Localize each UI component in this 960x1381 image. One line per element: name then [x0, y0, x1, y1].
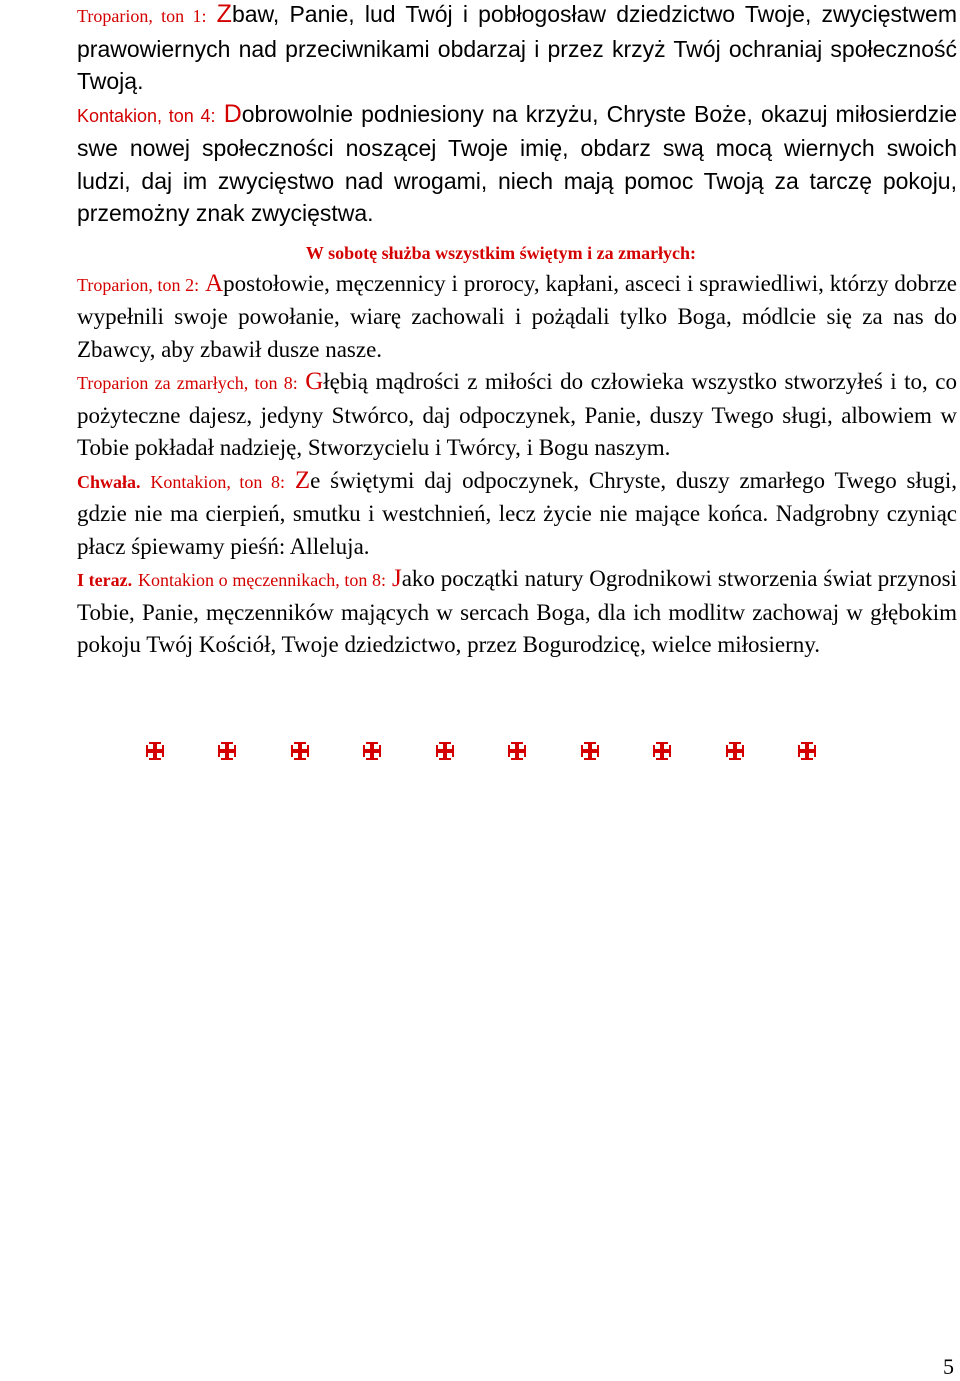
- glory-prefix: Chwała.: [77, 471, 141, 492]
- troparion-tone-2: [5, 268, 957, 367]
- cross-pattee-icon: [363, 742, 381, 760]
- cross-pattee-icon: [581, 742, 599, 760]
- cross-pattee-icon: [218, 742, 236, 760]
- troparion-departed: [5, 366, 957, 465]
- cross-pattee-icon: [436, 742, 454, 760]
- kontakion-martyrs: [5, 563, 957, 662]
- document-page: [5, 0, 957, 662]
- troparion-tone-2-initial: A: [205, 269, 224, 297]
- troparion-tone-1-label: Troparion, ton 1:: [77, 6, 207, 26]
- troparion-departed-label: Troparion za zmarłych, ton 8:: [77, 373, 298, 393]
- kontakion-tone-4-initial: D: [223, 99, 242, 128]
- kontakion-tone-4-label: Kontakion, ton 4:: [77, 105, 216, 126]
- cross-pattee-icon: [726, 742, 744, 760]
- saturday-service-heading: W sobotę służba wszystkim świętym i za zmarłych:: [305, 242, 697, 263]
- troparion-departed-text: łębią mądrości z miłości do człowieka wszystko stworzyłeś i to, co pożyteczne dajesz, jedyny Stwórco, daj odpoczynek, Panie, duszy Twego sługi, albowiem w Tobie pokładał nadzieję, Stworzycielu i Twórcy, i Bogu naszym.: [77, 369, 957, 460]
- cross-pattee-icon: [508, 742, 526, 760]
- troparion-tone-1-initial: Z: [216, 0, 232, 28]
- troparion-departed-initial: G: [305, 368, 324, 395]
- and-now-prefix: I teraz.: [77, 570, 133, 590]
- troparion-tone-2-text: postołowie, męczennicy i prorocy, kapłani, asceci i sprawiedliwi, którzy dobrze wypełnili swoje powołanie, wiarę zachowali i pożądali tylko Boga, módlcie się za nas do Zbawcy, aby zbawił dusze nasze.: [77, 270, 958, 362]
- kontakion-tone-4: [5, 98, 957, 230]
- kontakion-martyrs-label: Kontakion o męczennikach, ton 8:: [138, 570, 387, 590]
- kontakion-martyrs-initial: J: [391, 565, 402, 592]
- troparion-tone-1-text: baw, Panie, lud Twój i pobłogosław dziedzictwo Twoje, zwycięstwem prawowiernych nad przeciwnikami obdarzaj i przez krzyż Twój ochraniaj społeczność Twoją.: [77, 1, 958, 94]
- cross-pattee-icon: [653, 742, 671, 760]
- troparion-tone-1: [5, 0, 957, 98]
- kontakion-tone-4-text: obrowolnie podniesiony na krzyżu, Chryste Boże, okazuj miłosierdzie swe nowej społeczności noszącej Twoje imię, obdarz swą mocą wiernych swoich ludzi, daj im zwycięstwo nad wrogami, niech mają pomoc Twoją za tarczę pokoju, przemożny znak zwycięstwa.: [77, 100, 957, 226]
- cross-ornament-row: [146, 742, 816, 760]
- cross-pattee-icon: [291, 742, 309, 760]
- cross-pattee-icon: [798, 742, 816, 760]
- kontakion-departed: [5, 465, 957, 564]
- page-number: 5: [943, 1354, 954, 1379]
- kontakion-departed-initial: Z: [294, 466, 311, 494]
- kontakion-departed-text: e świętymi daj odpoczynek, Chryste, duszy zmarłego Twego sługi, gdzie nie ma cierpień, smutku i westchnień, lecz życie nie mające końca. Nadgrobny czyniąc płacz śpiewamy pieśń: Alleluja.: [77, 467, 958, 559]
- troparion-tone-2-label: Troparion, ton 2:: [77, 274, 200, 295]
- kontakion-martyrs-text: ako początki natury Ogrodnikowi stworzenia świat przynosi Tobie, Panie, męczenników mających w sercach Boga, dla ich modlitw zachowaj w głębokim pokoju Twój Kościół, Twoje dziedzictwo, przez Bogurodzicę, wielce miłosierny.: [77, 566, 958, 657]
- cross-pattee-icon: [146, 742, 164, 760]
- kontakion-departed-label: Kontakion, ton 8:: [150, 471, 285, 492]
